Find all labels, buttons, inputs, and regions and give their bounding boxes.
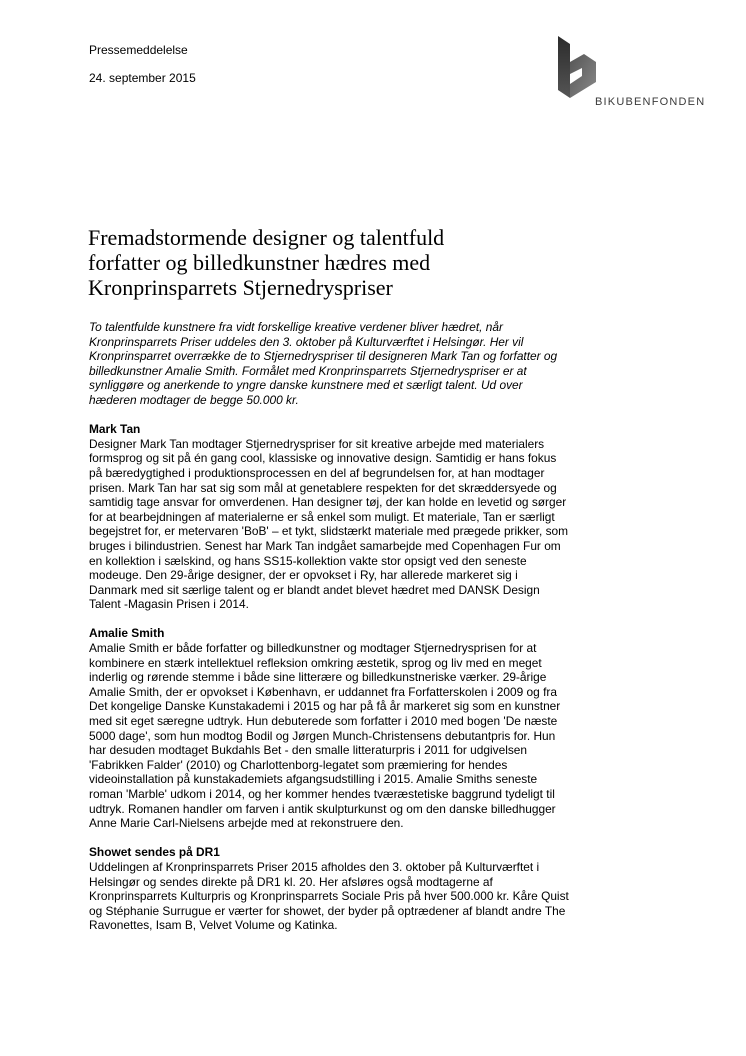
headline bbox=[88, 225, 568, 300]
headline-line: Fremadstormende designer og talentfuld bbox=[88, 225, 445, 250]
section-mark-tan bbox=[89, 422, 569, 612]
section-paragraph: Designer Mark Tan modtager Stjernedryspriser for sit kreative arbejde med materialers formsprog og sit på én gang cool, klassiske og innovative design. Samtidig er hans fokus på bæredygtighed i produktionsprocessen en del af begrundelsen for, at han modtager prisen. Mark Tan har sat sig som mål at genetablere respekten for det skræddersyede og samtidig tage ansvar for omverdenen. Han designer tøj, der kan holde en levetid og sørger for at bearbejdningen af materialerne er så enkel som muligt. Et materiale, Tan er særligt begejstret for, er metervaren 'BoB' – et tykt, slidstærkt materiale med prægede prikker, som bruges i bilindustrien. Senest har Mark Tan indgået samarbejde med Copenhagen Fur om en kollektion i sælskind, og hans SS15-kollektion vakte stor opsigt ved den seneste modeuge. Den 29-årige designer, der er opvokset i Ry, har allerede markeret sig i Danmark med sit særlige talent og er blandt andet blevet hædret med DANSK Design Talent -Magasin Prisen i 2014. bbox=[89, 436, 569, 612]
section-heading: Mark Tan bbox=[89, 422, 141, 437]
document-date: 24. september 2015 bbox=[89, 71, 196, 85]
section-paragraph: Amalie Smith er både forfatter og billedkunstner og modtager Stjernedrysprisen for at kombinere en stærk intellektuel refleksion omkring æstetik, sprog og liv med en meget inderlig og rørende stemme i både sine litterære og billedkunstneriske værker. 29-årige Amalie Smith, der er opvokset i København, er uddannet fra Forfatterskolen i 2009 og fra Det kongelige Danske Kunstakademi i 2015 og har på få år markeret sig som en kunstner med sit eget særegne udtryk. Hun debuterede som forfatter i 2010 med bogen 'De næste 5000 dage', som hun modtog Bodil og Jørgen Munch-Christensens debutantpris for. Hun har desuden modtaget Bukdahls Bet - den smalle litteraturpris i 2011 for udgivelsen 'Fabrikken Falder' (2010) og Charlottenborg-legatet som præmiering for hendes videoinstallation på kunstakademiets afgangsudstilling i 2015. Amalie Smiths seneste roman 'Marble' udkom i 2014, og her kommer hendes tværæstetiske baggrund tydeligt til udtryk. Romanen handler om farven i antik skulpturkunst og om den danske billedhugger Anne Marie Carl-Nielsens arbejde med at rekonstruere den. bbox=[89, 641, 561, 831]
logo-wordmark: BIKUBENFONDEN bbox=[595, 96, 706, 108]
article-body bbox=[89, 320, 569, 948]
document-type-label: Pressemeddelelse bbox=[89, 43, 188, 57]
section-heading: Amalie Smith bbox=[89, 626, 165, 641]
logo-b-mark-icon bbox=[554, 34, 614, 100]
section-amalie-smith bbox=[89, 626, 569, 830]
bikubenfonden-logo bbox=[554, 34, 714, 114]
section-heading: Showet sendes på DR1 bbox=[89, 845, 220, 860]
lead-paragraph: To talentfulde kunstnere fra vidt forskellige kreative verdener bliver hædret, når Kronprinsparrets Priser uddeles den 3. oktober på Kulturværftet i Helsingør. Her vil Kronprinsparret overrække de to Stjernedryspriser til designeren Mark Tan og forfatter og billedkunstner Amalie Smith. Formålet med Kronprinsparrets Stjernedryspriser er at synliggøre og anerkende to yngre danske kunstnere med et særligt talent. Ud over hæderen modtager de begge 50.000 kr. bbox=[89, 320, 558, 407]
headline-line: forfatter og billedkunstner hædres med bbox=[88, 250, 431, 275]
section-paragraph: Uddelingen af Kronprinsparrets Priser 2015 afholdes den 3. oktober på Kulturværftet i Helsingør og sendes direkte på DR1 kl. 20. Her afsløres også modtagerne af Kronprinsparrets Kulturpris og Kronprinsparrets Sociale Pris på hver 500.000 kr. Kåre Quist og Stéphanie Surrugue er værter for showet, der byder på optrædener af blandt andre The Ravonettes, Isam B, Velvet Volume og Katinka. bbox=[89, 859, 569, 933]
section-showet bbox=[89, 845, 569, 933]
headline-line: Kronprinsparrets Stjernedryspriser bbox=[88, 275, 393, 300]
